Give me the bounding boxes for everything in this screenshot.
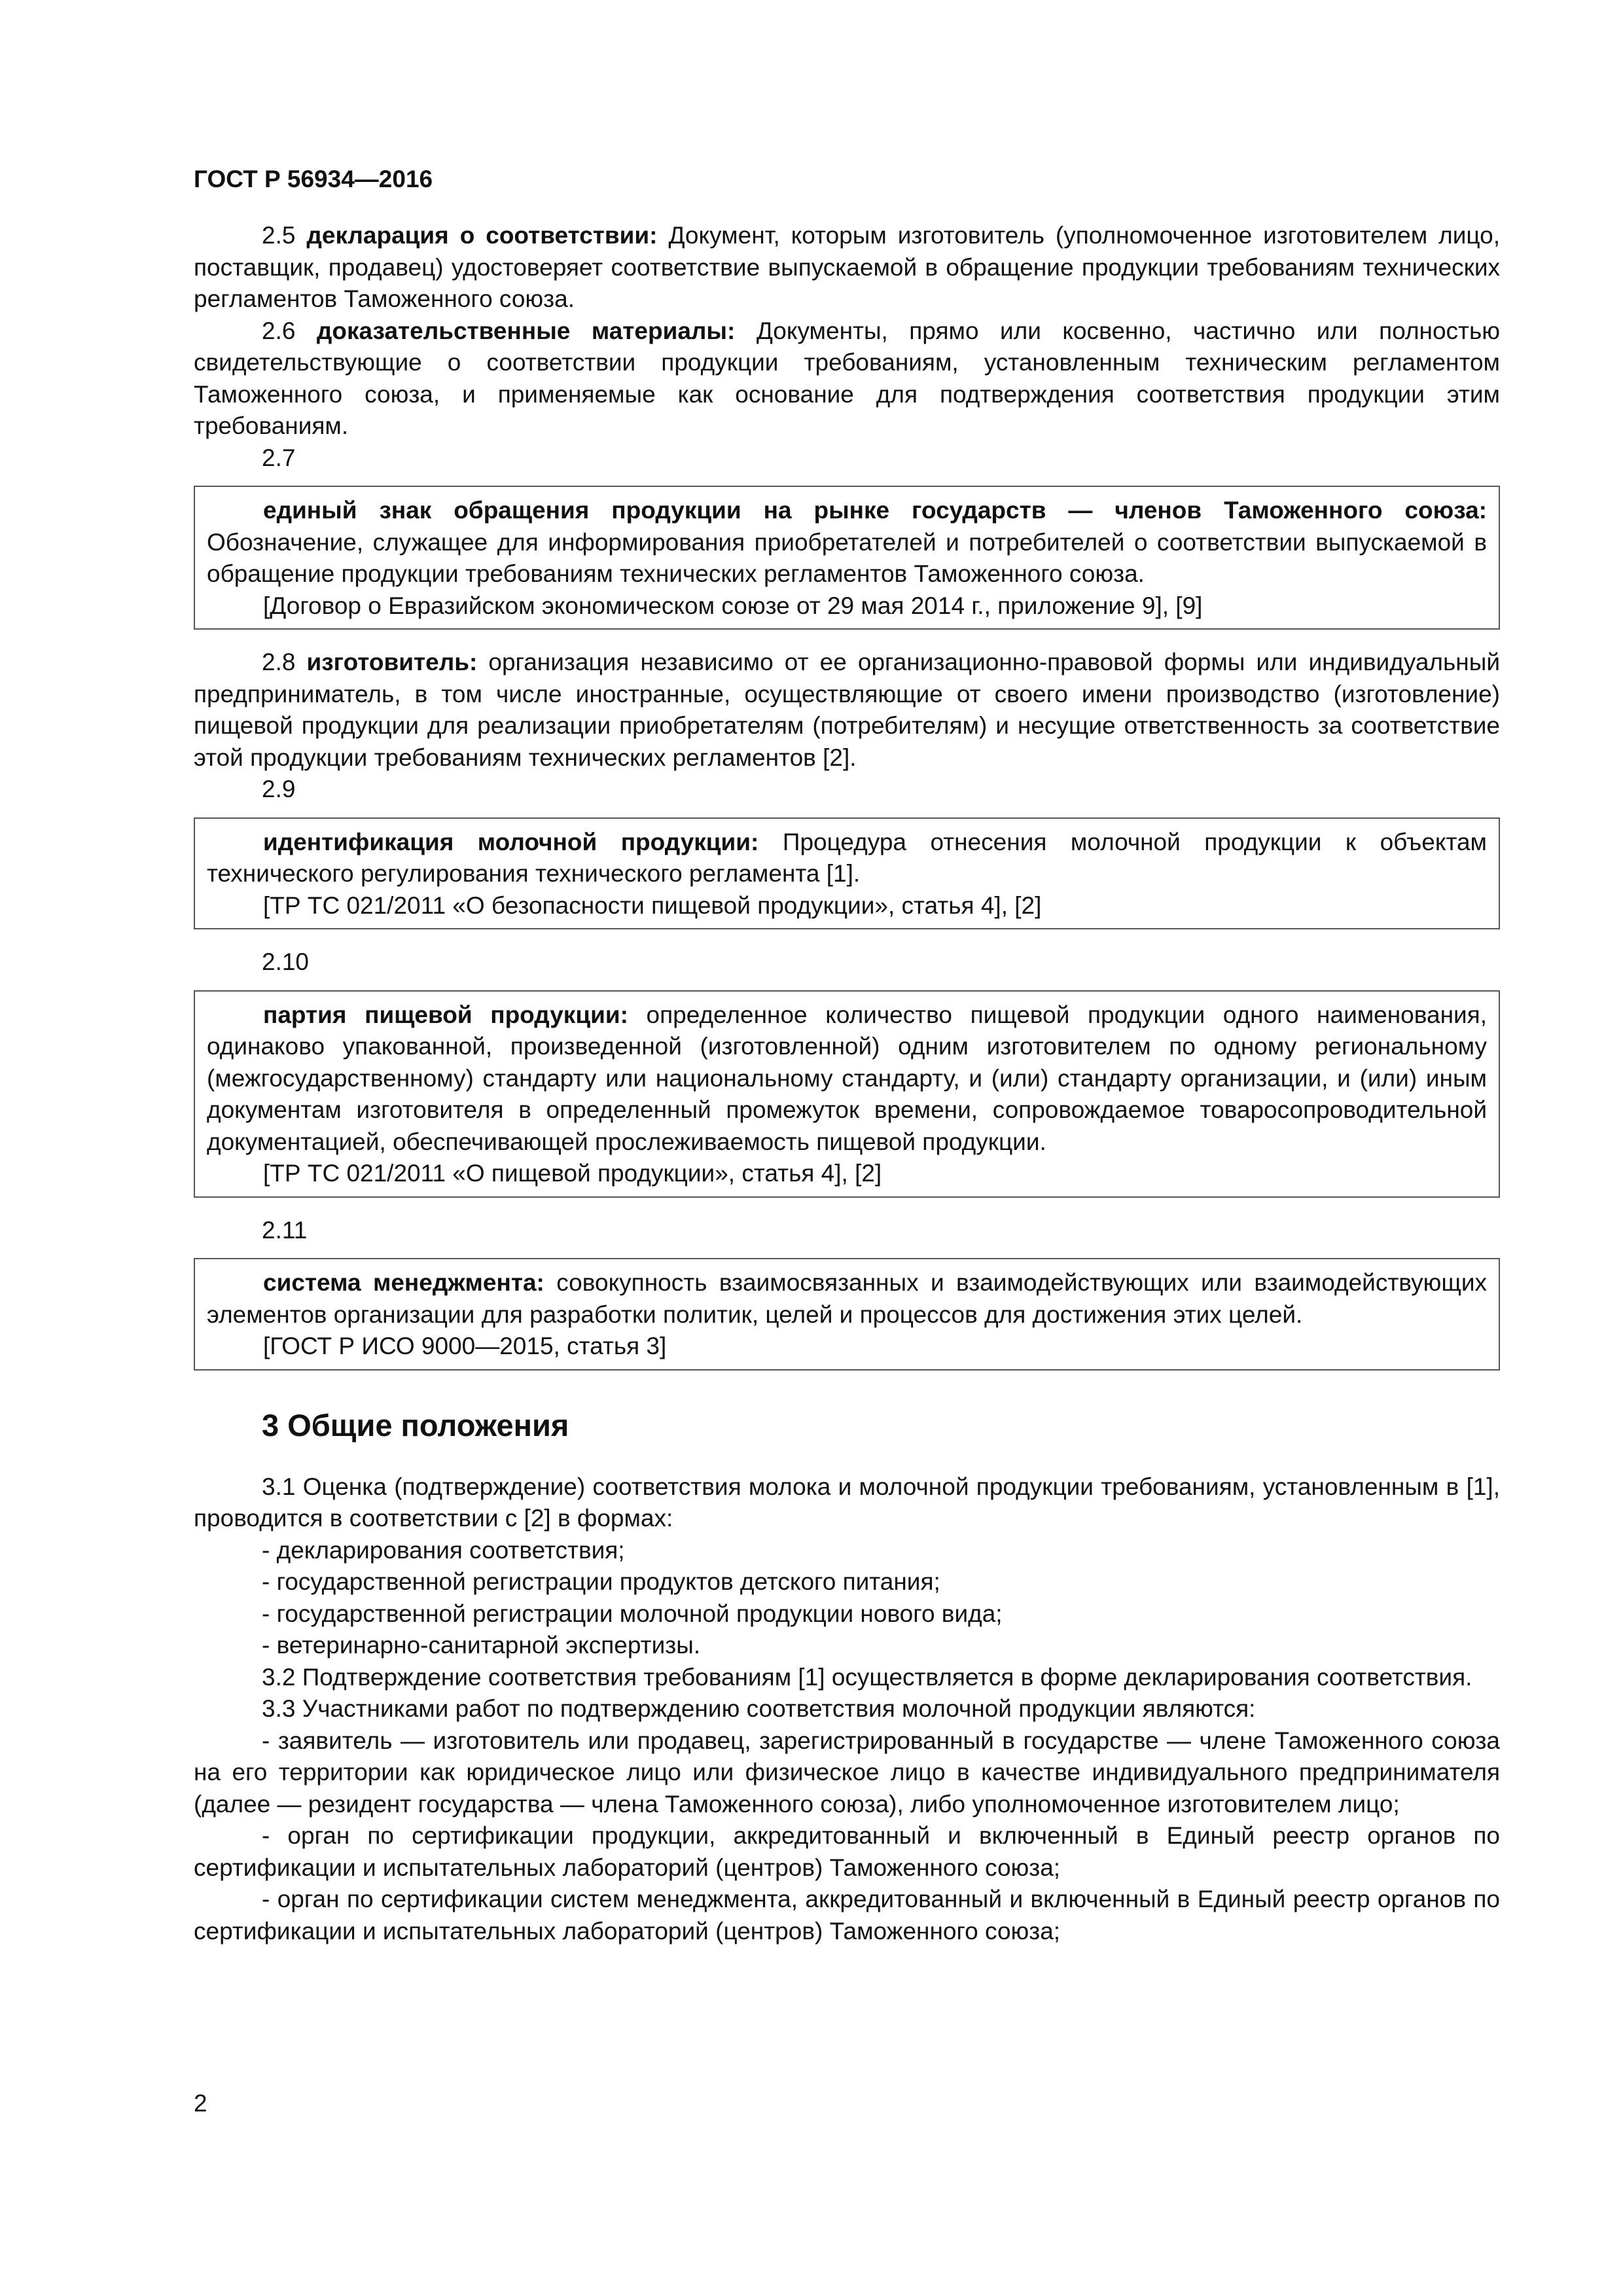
definition-box-2-11 [194, 1258, 1500, 1371]
definition-2-9 [207, 827, 1487, 890]
clause-number-2-9: 2.9 [262, 776, 296, 802]
clause-number-2-10: 2.10 [262, 948, 310, 975]
list-item: - государственной регистрации молочной продукции нового вида; [262, 1600, 1003, 1627]
section-heading: 3 Общие положения [262, 1407, 569, 1443]
list-item: - декларирования соответствия; [262, 1536, 625, 1564]
definition-source: [ТР ТС 021/2011 «О безопасности пищевой продукции», статья 4], [2] [263, 891, 1042, 919]
definition-text: Документ, которым изготовитель (уполномоченное изготовителем лицо, поставщик, продавец) удостоверяет соответствие выпускаемой в обращение продукции требованиям технических регламентов Таможенного союза. [194, 222, 1501, 312]
definition-box-2-9 [194, 817, 1500, 930]
list-item: - заявитель — изготовитель или продавец, зарегистрированный в государстве — члене Таможенного союза на его территории как юридическое лицо или физическое лицо в качестве индивидуального предпринимателя (далее — резидент государства — члена Таможенного союза), либо уполномоченное изготовителем лицо; [194, 1727, 1500, 1818]
term: единый знак обращения продукции на рынке государств — членов Таможенного союза: [263, 497, 1487, 524]
definition-source: [ГОСТ Р ИСО 9000—2015, статья 3] [263, 1333, 667, 1359]
term: система менеджмента: [263, 1269, 544, 1296]
definition-2-6 [194, 315, 1500, 442]
definition-2-11 [207, 1267, 1487, 1331]
paragraph-3-2: 3.2 Подтверждение соответствия требованиям [1] осуществляется в форме декларирования соответствия. [262, 1663, 1472, 1691]
definition-2-10 [207, 999, 1487, 1158]
clause-number: 2.8 [262, 649, 296, 675]
definition-text: совокупность взаимосвязанных и взаимодействующих или взаимодействующих элементов организации для разработки политик, целей и процессов для достижения этих целей. [207, 1269, 1487, 1328]
definition-box-2-7 [194, 486, 1500, 630]
clause-number: 2.5 [262, 222, 296, 249]
definition-text: Процедура отнесения молочной продукции к объектам технического регулирования технического регламента [1]. [207, 828, 1487, 887]
clause-number: 2.6 [262, 317, 296, 344]
paragraph-3-3: 3.3 Участниками работ по подтверждению соответствия молочной продукции являются: [262, 1695, 1256, 1722]
definition-2-5 [194, 220, 1500, 315]
paragraph-3-1: 3.1 Оценка (подтверждение) соответствия молока и молочной продукции требованиям, установленным в [1], проводится в соответствии с [2] в формах: [194, 1473, 1500, 1532]
page-number: 2 [194, 2090, 207, 2117]
term: партия пищевой продукции: [263, 1001, 628, 1028]
document-header: ГОСТ Р 56934—2016 [194, 166, 433, 192]
definition-2-8 [194, 647, 1500, 774]
definition-text: определенное количество пищевой продукции одного наименования, одинаково упакованной, произведенной (изготовленной) одним изготовителем по одному региональному (межгосударственному) стандарту или национальному стандарту, и (или) стандарту организации, и (или) иным документам изготовителя в определенный промежуток времени, сопровождаемое товаросопроводительной документацией, обеспечивающей прослеживаемость пищевой продукции. [207, 1001, 1487, 1155]
term: изготовитель: [306, 649, 478, 675]
clause-number-2-11: 2.11 [262, 1216, 308, 1244]
clause-number-2-7: 2.7 [262, 444, 296, 471]
definition-2-7 [207, 495, 1487, 590]
definition-source: [Договор о Евразийском экономическом союзе от 29 мая 2014 г., приложение 9], [9] [263, 592, 1203, 619]
term: декларация о соответствии: [306, 222, 658, 249]
definition-text: организация независимо от ее организационно-правовой формы или индивидуальный предприниматель, в том числе иностранные, осуществляющие от своего имени производство (изготовление) пищевой продукции для реализации приобретателям (потребителям) и несущие ответственность за соответствие этой продукции требованиям технических регламентов [2]. [194, 649, 1500, 771]
definition-box-2-10 [194, 990, 1500, 1198]
definition-text: Документы, прямо или косвенно, частично или полностью свидетельствующие о соответствии продукции требованиям, установленным техническим регламентом Таможенного союза, и применяемые как основание для подтверждения соответствия продукции этим требованиям. [194, 317, 1501, 439]
document-page [194, 164, 1500, 1947]
list-item: - орган по сертификации систем менеджмента, аккредитованный и включенный в Единый реестр органов по сертификации и испытательных лабораторий (центров) Таможенного союза; [194, 1886, 1500, 1945]
term: доказательственные материалы: [316, 317, 736, 344]
definition-source: [ТР ТС 021/2011 «О пищевой продукции», статья 4], [2] [263, 1160, 882, 1187]
list-item: - государственной регистрации продуктов детского питания; [262, 1568, 940, 1595]
term: идентификация молочной продукции: [263, 828, 759, 855]
list-item: - ветеринарно-санитарной экспертизы. [262, 1632, 701, 1659]
list-item: - орган по сертификации продукции, аккредитованный и включенный в Единый реестр органов по сертификации и испытательных лабораторий (центров) Таможенного союза; [194, 1822, 1500, 1881]
definition-text: Обозначение, служащее для информирования приобретателей и потребителей о соответствии выпускаемой в обращение продукции требованиям технических регламентов Таможенного союза. [207, 528, 1487, 587]
